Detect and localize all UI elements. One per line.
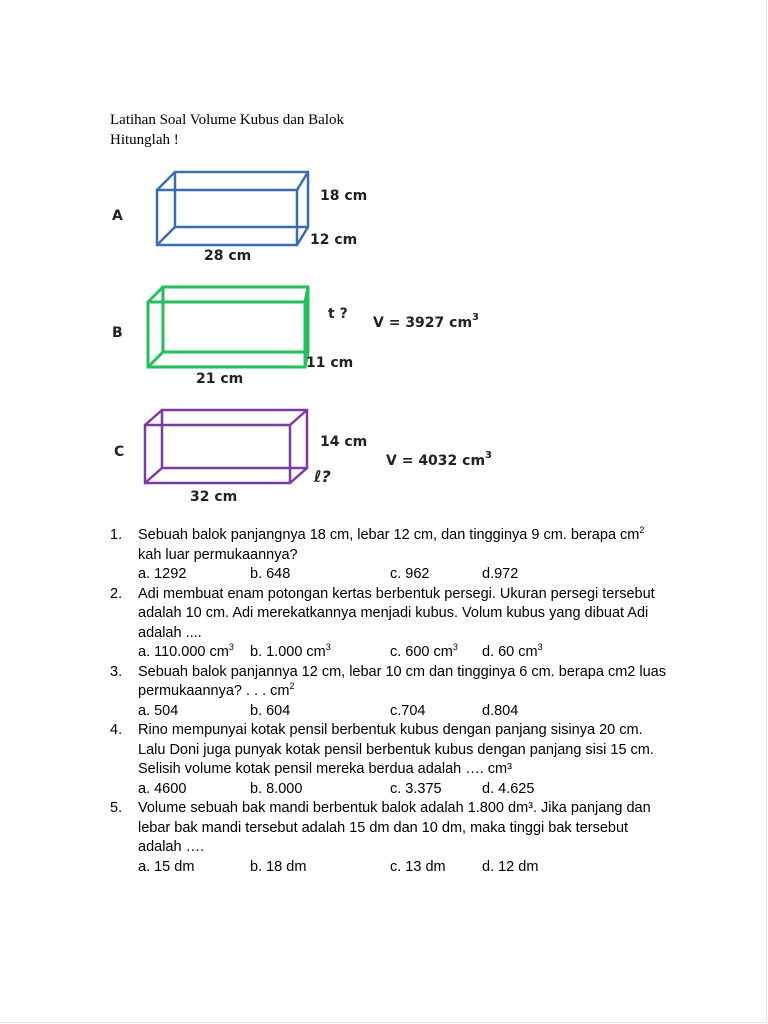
question-text: Rino mempunyai kotak pensil berbentuk kubus dengan panjang sisinya 20 cm. Lalu Doni juga punyak kotak pensil berbentuk kubus dengan panjang sisi 15 cm. Selisih volume kotak pensil mereka berdua adalah …. cm³ [138, 722, 654, 777]
option-a: a. 4600 [138, 780, 187, 797]
question-number: 1. [110, 527, 123, 543]
option-a: a. 1292 [138, 566, 187, 582]
option-b: b. 18 dm [250, 858, 307, 875]
option-d: d. 4.625 [482, 780, 535, 797]
page-title: Latihan Soal Volume Kubus dan Balok [110, 112, 345, 128]
option-b: b. 8.000 [250, 780, 303, 797]
question-number: 3. [110, 663, 123, 680]
option-c: c. 962 [390, 566, 430, 582]
figure-b-volume: V = 3927 $cm^3$ [373, 312, 480, 331]
option-b: b. 604 [250, 702, 291, 719]
question-5 [110, 799, 670, 877]
option-a: a. 110.000 $cm^3$ [138, 642, 234, 660]
figure-b-letter: B [112, 325, 123, 341]
option-d: d.972 [482, 566, 519, 582]
question-list [110, 526, 670, 877]
option-d: d.804 [482, 702, 519, 719]
answer-options [138, 780, 670, 800]
question-text: Sebuah balok panjangnya 18 cm, lebar 12 cm, dan tingginya 9 cm. berapa $cm^2$ kah luar permukaannya? [138, 525, 645, 563]
answer-options [138, 565, 670, 585]
question-number: 4. [110, 722, 123, 738]
option-a: a. 504 [138, 702, 179, 719]
answer-options [138, 858, 670, 878]
question-text: Sebuah balok panjannya 12 cm, lebar 10 cm dan tingginya 6 cm. berapa cm2 luas permukaannya? . . . $cm^2$ [138, 663, 666, 699]
figure-b-width: 11 cm [306, 355, 354, 371]
figure-a-letter: A [112, 208, 123, 224]
figure-a-width: 12 cm [310, 232, 358, 248]
question-3 [110, 663, 670, 722]
box-figure-a [112, 172, 367, 264]
box-figure-b [112, 287, 479, 387]
option-a: a. 15 dm [138, 858, 195, 875]
option-d: d. 12 dm [482, 858, 539, 875]
figures-panel [100, 160, 540, 510]
option-c: c. 13 dm [390, 858, 446, 875]
figure-b-length: 21 cm [196, 371, 244, 387]
question-text: Adi membuat enam potongan kertas berbentuk persegi. Ukuran persegi tersebut adalah 10 cm. Adi merekatkannya menjadi kubus. Volum kubus yang dibuat Adi adalah .... [138, 585, 655, 641]
figure-c-length: 32 cm [190, 489, 238, 505]
question-1 [110, 526, 670, 585]
box-figure-c [114, 410, 492, 505]
question-text: Volume sebuah bak mandi berbentuk balok adalah 1.800 dm³. Jika panjang dan lebar bak mandi tersebut adalah 15 dm dan 10 dm, maka tinggi bak tersebut adalah …. [138, 800, 651, 855]
figure-c-letter: C [114, 444, 125, 460]
option-c: c. 3.375 [390, 780, 442, 797]
figure-b-height: t ? [328, 306, 348, 322]
question-2 [110, 585, 670, 663]
box-a-drawing [157, 172, 308, 245]
question-number: 5. [110, 800, 123, 816]
answer-options [138, 643, 670, 663]
option-d: d. 60 $cm^3$ [482, 642, 543, 660]
page-subtitle: Hitunglah ! [110, 132, 179, 148]
box-b-drawing [148, 287, 308, 367]
figure-c-height: 14 cm [320, 434, 368, 450]
question-number: 2. [110, 585, 123, 602]
figure-c-volume: V = 4032 $cm^3$ [386, 450, 493, 469]
figure-a-height: 18 cm [320, 188, 368, 204]
figure-c-width: ℓ? [314, 467, 331, 486]
question-4 [110, 721, 670, 799]
option-c: c.704 [390, 702, 426, 719]
option-b: b. 648 [250, 566, 291, 582]
box-c-drawing [145, 410, 307, 483]
figure-a-length: 28 cm [204, 248, 252, 264]
option-c: c. 600 $cm^3$ [390, 642, 458, 660]
answer-options [138, 702, 670, 722]
option-b: b. 1.000 $cm^3$ [250, 642, 331, 660]
